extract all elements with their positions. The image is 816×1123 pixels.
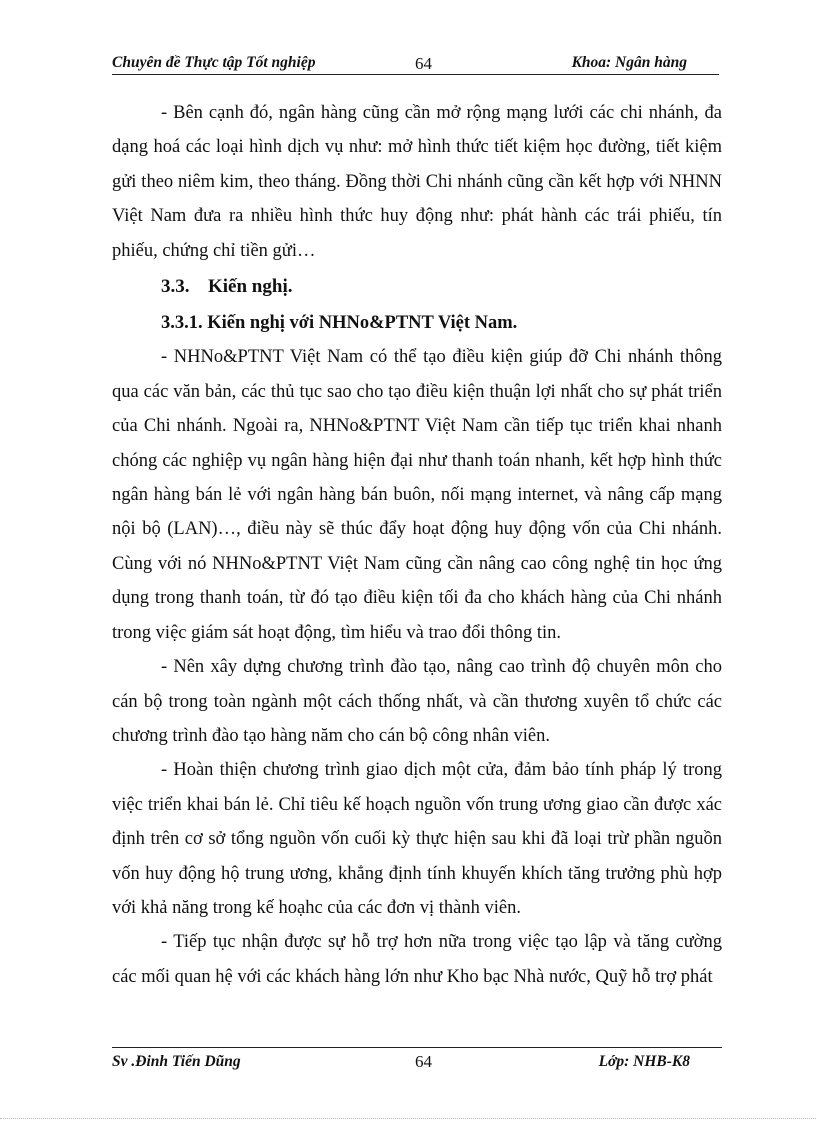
page-edge-divider [0,1118,816,1119]
paragraph-client-relations: - Tiếp tục nhận được sự hỗ trợ hơn nữa trong việc tạo lập và tăng cường các mối quan hệ với các khách hàng lớn như Kho bạc Nhà nước, Quỹ hỗ trợ phát [112,932,722,987]
paragraph-one-stop: - Hoàn thiện chương trình giao dịch một cửa, đảm bảo tính pháp lý trong việc triển khai bán lẻ. Chỉ tiêu kế hoạch nguồn vốn trung ương giao cần được xác định trên cơ sở tổng nguồn vốn cuối kỳ thực hiện sau khi đã loại trừ phần nguồn vốn huy động hộ trung ương, khẳng định tính khuyến khích tăng trưởng phù hợp với khả năng trong kế hoạhc của các đơn vị thành viên. [112,760,722,918]
page-header [112,52,719,75]
header-page-number: 64 [415,54,432,73]
page-body [112,96,722,994]
subsection-heading: 3.3.1. Kiến nghị với NHNo&PTNT Việt Nam. [161,313,518,334]
section-number: 3.3. [161,276,190,298]
section-title: Kiến nghị. [208,276,293,298]
section-heading [112,268,722,306]
paragraph-training: - Nên xây dựng chương trình đào tạo, nâng cao trình độ chuyên môn cho cán bộ trong toàn ngành một cách thống nhất, và cần thương xuyên tổ chức các chương trình đào tạo hàng năm cho cán bộ công nhân viên. [112,657,722,746]
header-report-title: Chuyên đề Thực tập Tốt nghiệp [112,54,316,71]
footer-student-name: Sv .Đinh Tiến Dũng [112,1053,241,1070]
page-footer [112,1047,722,1074]
header-department: Khoa: Ngân hàng [571,54,687,71]
paragraph-expand-network: - Bên cạnh đó, ngân hàng cũng cần mở rộng mạng lưới các chi nhánh, đa dạng hoá các loại hình dịch vụ như: mở hình thức tiết kiệm học đường, tiết kiệm gửi theo niêm kim, theo tháng. Đồng thời Chi nhánh cũng cần kết hợp với NHNN Việt Nam đưa ra nhiều hình thức huy động như: phát hành các trái phiếu, tín phiếu, chứng chỉ tiền gửi… [112,103,722,261]
footer-page-number: 64 [415,1052,432,1071]
footer-class: Lớp: NHB-K8 [598,1053,690,1070]
paragraph-support-branch: - NHNo&PTNT Việt Nam có thể tạo điều kiện giúp đỡ Chi nhánh thông qua các văn bản, các thủ tục sao cho tạo điều kiện thuận lợi nhất cho sự phát triển của Chi nhánh. Ngoài ra, NHNo&PTNT Việt Nam cần tiếp tục triển khai nhanh chóng các nghiệp vụ ngân hàng hiện đại như thanh toán nhanh, kết hợp hình thức ngân hàng bán lẻ với ngân hàng bán buôn, nối mạng internet, và nâng cấp mạng nội bộ (LAN)…, điều này sẽ thúc đẩy hoạt động huy động vốn của Chi nhánh. Cùng với nó NHNo&PTNT Việt Nam cũng cần nâng cao công nghệ tin học ứng dụng trong thanh toán, từ đó tạo điều kiện tối đa cho khách hàng của Chi nhánh trong việc giám sát hoạt động, tìm hiểu và trao đổi thông tin. [112,347,722,643]
